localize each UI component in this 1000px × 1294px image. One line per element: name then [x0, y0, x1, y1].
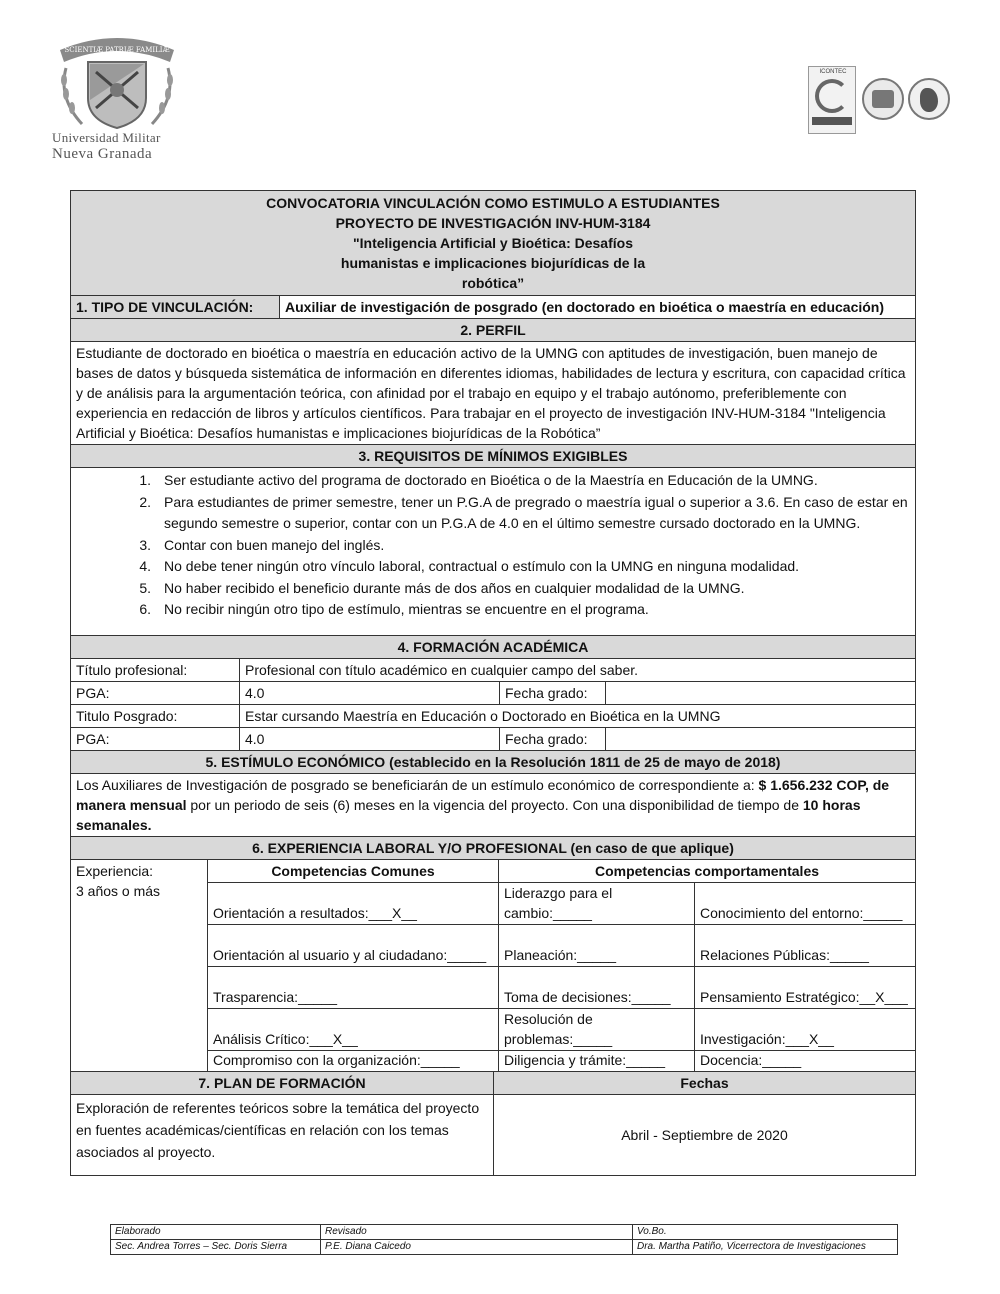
- iqnet-logo: [862, 78, 904, 120]
- competencias-table: [207, 860, 915, 1071]
- plan-text: Exploración de referentes teóricos sobre la temática del proyecto en fuentes académicas/científicas en relación con los temas asociados al proyecto.: [76, 1099, 480, 1160]
- plan-heading-row: [71, 1071, 915, 1094]
- requisitos-list: [71, 468, 915, 635]
- title-line2: PROYECTO DE INVESTIGACIÓN INV-HUM-3184: [335, 215, 651, 231]
- estimulo-text: [71, 774, 915, 836]
- fecha2-value: [605, 728, 915, 750]
- icontec-c-icon: [815, 79, 849, 113]
- form-title: [71, 191, 915, 295]
- perfil-heading-row: [71, 318, 915, 341]
- pga1-value: 4.0: [239, 682, 499, 704]
- formacion-heading: 4. FORMACIÓN ACADÉMICA: [71, 636, 915, 658]
- table-cell: Compromiso con la organización:_____: [208, 1050, 498, 1071]
- competencias-grid: [208, 882, 915, 1071]
- list-item: [131, 599, 910, 621]
- fecha1-value: [605, 682, 915, 704]
- estimulo-text-row: [71, 773, 915, 836]
- requisitos-heading: 3. REQUISITOS DE MÍNIMOS EXIGIBLES: [71, 445, 915, 467]
- tipo-vinculacion-row: [71, 295, 915, 318]
- item-text: No haber recibido el beneficio durante más de dos años en cualquier modalidad de la UMNG.: [164, 579, 745, 596]
- titulo-posgrado-value: Estar cursando Maestría en Educación o Doctorado en Bioética en la UMNG: [239, 705, 915, 727]
- table-cell: Orientación a resultados:___X__: [208, 882, 498, 924]
- competencias-comportamentales-heading: Competencias comportamentales: [498, 860, 915, 882]
- footer-revisado-value: P.E. Diana Caicedo: [320, 1240, 632, 1254]
- table-cell: Docencia:_____: [694, 1050, 915, 1071]
- table-cell: Relaciones Públicas:_____: [694, 924, 915, 966]
- item-text: Para estudiantes de primer semestre, tener un P.G.A de pregrado o maestría igual o superior a 3.6. En caso de estar en segundo semestre o superior, contar con un P.G.A de 4.0 en el último semestre cursado doctorado en la UMNG.: [164, 493, 908, 531]
- requisitos-list-row: [71, 467, 915, 635]
- perfil-text: Estudiante de doctorado en bioética o maestría en educación activo de la UMNG con aptitudes de investigación, buen manejo de bases de datos y búsqueda sistemática de información en diferentes idiomas, habilidades de lectura y escritura, con capacidad crítica y de análisis para la argumentación teórica, con afinidad por el trabajo en equipo y el trabajo autónomo, preferiblemente con experiencia en redacción de libros y artículos científicos. Para trabajar en el proyecto de investigación INV-HUM-3184 "Inteligencia Artificial y Bioética: Desafíos humanistas e implicaciones biojurídicas de la Robótica”: [76, 345, 906, 441]
- fechas-heading: Fechas: [493, 1072, 915, 1094]
- item-number: 4.: [139, 558, 151, 574]
- table-cell: Toma de decisiones:_____: [498, 966, 694, 1008]
- fecha1-label: Fecha grado:: [499, 682, 605, 704]
- experiencia-heading: 6. EXPERIENCIA LABORAL Y/O PROFESIONAL (en caso de que aplique): [71, 837, 915, 859]
- footer-vobo-value: Dra. Martha Patiño, Vicerrectora de Investigaciones: [632, 1240, 897, 1254]
- estimulo-mensual: de manera mensual: [76, 776, 890, 813]
- plan-heading: 7. PLAN DE FORMACIÓN: [71, 1072, 493, 1094]
- estimulo-amount: $ 1.656.232 COP: [758, 776, 865, 793]
- footer-header-row: [111, 1225, 897, 1239]
- estimulo-heading-row: [71, 750, 915, 773]
- estimulo-heading: 5. ESTÍMULO ECONÓMICO (establecido en la Resolución 1811 de 25 de mayo de 2018): [71, 751, 915, 773]
- icontec-logo: [808, 66, 856, 134]
- title-row: [71, 191, 915, 295]
- pga2-row: [71, 727, 915, 750]
- titulo-profesional-label: Título profesional:: [76, 661, 188, 678]
- title-line4: humanistas e implicaciones biojurídicas de la: [340, 255, 646, 271]
- table-cell: Resolución de problemas:_____: [498, 1008, 694, 1050]
- titulo-profesional-row: [71, 658, 915, 681]
- item-number: 1.: [139, 472, 151, 488]
- list-item: [131, 535, 910, 557]
- competencias-header-row: [208, 860, 915, 882]
- tipo-vinculacion-label: 1. TIPO DE VINCULACIÓN:: [71, 296, 279, 318]
- pga2-label: PGA:: [76, 730, 110, 747]
- title-line1: CONVOCATORIA VINCULACIÓN COMO ESTIMULO A ESTUDIANTES: [266, 195, 720, 211]
- titulo-profesional-value: Profesional con título académico en cualquier campo del saber.: [239, 659, 915, 681]
- approval-footer-table: [110, 1224, 898, 1255]
- title-line5: robótica”: [461, 275, 525, 291]
- table-cell: Trasparencia:_____: [208, 966, 498, 1008]
- list-item: [131, 470, 910, 492]
- experiencia-heading-row: [71, 836, 915, 859]
- table-cell: Investigación:___X__: [694, 1008, 915, 1050]
- estimulo-horas: 10 horas semanales.: [76, 796, 861, 833]
- pga1-label: PGA:: [76, 684, 110, 701]
- university-name: [52, 130, 192, 162]
- footer-values-row: [111, 1239, 897, 1254]
- icontec-label: ICONTEC: [819, 69, 847, 75]
- title-line3: "Inteligencia Artificial y Bioética: Desafíos: [353, 235, 633, 251]
- item-number: 2.: [139, 493, 151, 510]
- titulo-posgrado-row: [71, 704, 915, 727]
- plan-content-row: [71, 1094, 915, 1175]
- table-cell: Liderazgo para el cambio:_____: [498, 882, 694, 924]
- item-text: No recibir ningún otro tipo de estímulo, mientras se encuentre en el programa.: [164, 601, 649, 617]
- requisitos-heading-row: [71, 444, 915, 467]
- motto-text: SCIENTIÆ PATRIÆ FAMILIÆ: [64, 46, 170, 54]
- list-item: [131, 556, 910, 578]
- icontec-band: [812, 117, 852, 125]
- estimulo-text-part1: Los Auxiliares de Investigación de posgrado se beneficiarán de un estímulo económico de correspondiente a:: [76, 776, 759, 793]
- perfil-text-row: [71, 341, 915, 444]
- university-shield-icon: [52, 28, 182, 133]
- colombia-map-icon: [920, 88, 938, 112]
- item-text: No debe tener ningún otro vínculo laboral, contractual o estímulo con la UMNG en ninguna modalidad.: [164, 558, 800, 574]
- footer-revisado-label: Revisado: [320, 1225, 632, 1239]
- table-cell: Análisis Crítico:___X__: [208, 1008, 498, 1050]
- certification-logos: [808, 66, 958, 136]
- table-cell: Conocimiento del entorno:_____: [694, 882, 915, 924]
- table-cell: Diligencia y trámite:_____: [498, 1050, 694, 1071]
- experiencia-label-cell: [71, 860, 207, 1071]
- item-text: Contar con buen manejo del inglés.: [164, 536, 385, 553]
- convocatoria-form: [70, 190, 916, 1176]
- tipo-vinculacion-value: Auxiliar de investigación de posgrado (en doctorado en bioética o maestría en educación): [279, 296, 915, 318]
- footer-elaborado-value: Sec. Andrea Torres – Sec. Doris Sierra: [115, 1241, 288, 1252]
- item-text: Ser estudiante activo del programa de doctorado en Bioética o de la Maestría en Educación de la UMNG.: [164, 472, 818, 488]
- footer-vobo-label: Vo.Bo.: [632, 1225, 897, 1239]
- perfil-heading: 2. PERFIL: [71, 319, 915, 341]
- iqnet-icon: [872, 90, 894, 108]
- table-cell: Pensamiento Estratégico:__X___: [694, 966, 915, 1008]
- certification-seal-icon: [908, 78, 950, 120]
- university-name-line2: Nueva Granada: [52, 146, 153, 162]
- competencias-comunes-heading: Competencias Comunes: [271, 862, 435, 879]
- table-cell: Orientación al usuario y al ciudadano:_____: [208, 924, 498, 966]
- table-cell: Planeación:_____: [498, 924, 694, 966]
- item-number: 6.: [139, 601, 151, 617]
- titulo-posgrado-label: Titulo Posgrado:: [76, 707, 178, 724]
- fecha2-label: Fecha grado:: [499, 728, 605, 750]
- estimulo-separator: ,: [864, 776, 873, 793]
- experiencia-block: [71, 859, 915, 1071]
- list-item: [131, 492, 910, 535]
- list-item: [131, 578, 910, 600]
- experiencia-value: 3 años o más: [76, 882, 161, 899]
- item-number: 5.: [139, 579, 151, 596]
- university-name-line1: Universidad Militar: [52, 130, 161, 145]
- formacion-heading-row: [71, 635, 915, 658]
- pga2-value: 4.0: [239, 728, 499, 750]
- footer-elaborado-label: Elaborado: [115, 1226, 161, 1237]
- experiencia-label: Experiencia:: [76, 862, 154, 879]
- item-number: 3.: [139, 536, 151, 553]
- plan-fechas: Abril - Septiembre de 2020: [493, 1095, 915, 1175]
- pga1-row: [71, 681, 915, 704]
- estimulo-text-part3: por un periodo de seis (6) meses en la vigencia del proyecto. Con una disponibilidad de tiempo de: [186, 796, 803, 813]
